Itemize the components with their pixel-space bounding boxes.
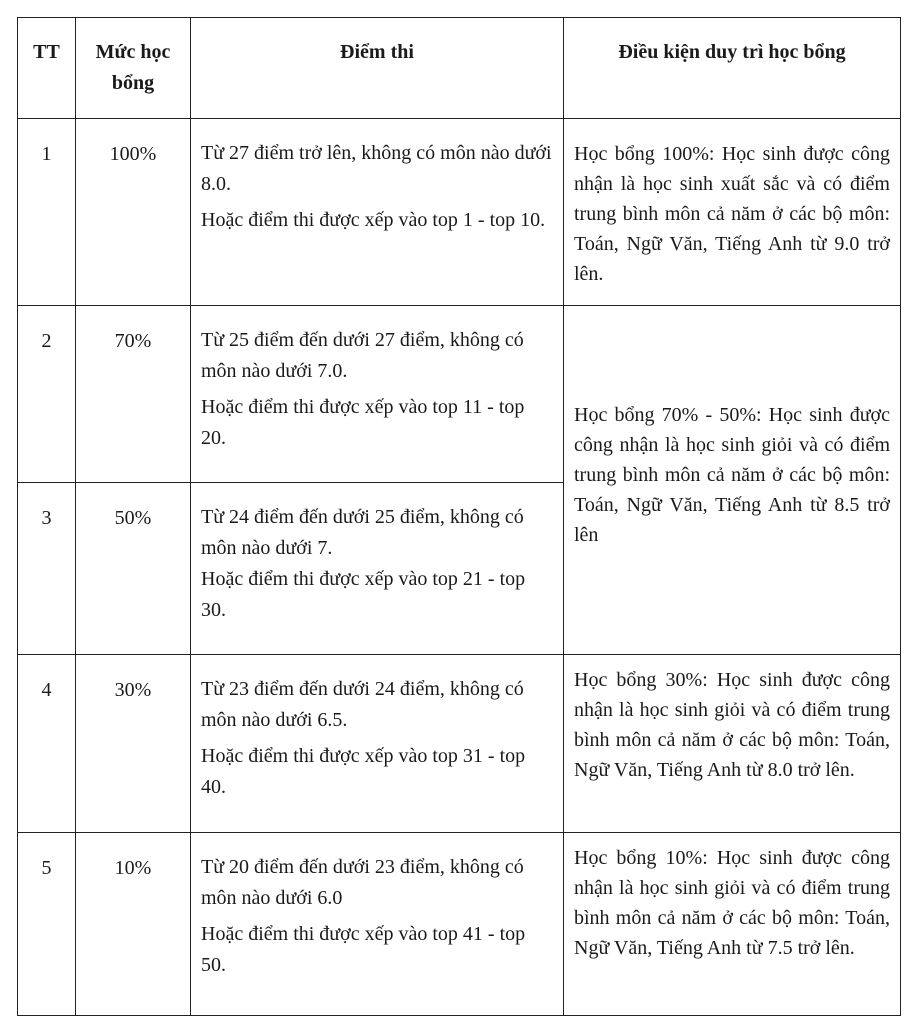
exam-score-cell: [191, 119, 564, 306]
maintenance-condition: Học bổng 30%: Học sinh được công nhận là học sinh giỏi và có điểm trung bình môn cả năm ở các bộ môn: Toán, Ngữ Văn, Tiếng Anh từ 8.0 trở lên.: [564, 655, 901, 833]
score-requirement: Từ 27 điểm trở lên, không có môn nào dưới 8.0.: [201, 142, 552, 195]
score-requirement: Từ 20 điểm đến dưới 23 điểm, không có môn nào dưới 6.0: [201, 856, 524, 909]
scholarship-document: [17, 17, 900, 1017]
scholarship-level: 30%: [76, 655, 191, 833]
scholarship-level: 100%: [76, 119, 191, 306]
exam-score-cell: [191, 833, 564, 1016]
header-exam-score: Điểm thi: [191, 18, 564, 119]
row-number: 2: [18, 306, 76, 483]
scholarship-level: 70%: [76, 306, 191, 483]
header-maintenance-condition: Điều kiện duy trì học bổng: [564, 18, 901, 119]
ranking-requirement: Hoặc điểm thi được xếp vào top 31 - top 40.: [201, 745, 526, 798]
table-header-row: [18, 18, 901, 119]
exam-score-cell: [191, 306, 564, 483]
ranking-requirement: Hoặc điểm thi được xếp vào top 1 - top 10.: [201, 209, 546, 231]
row-number: 3: [18, 483, 76, 655]
table-row: [18, 119, 901, 306]
table-row: [18, 306, 901, 483]
table-row: [18, 833, 901, 1016]
exam-score-cell: [191, 655, 564, 833]
scholarship-table: [17, 17, 901, 1016]
maintenance-condition: Học bổng 10%: Học sinh được công nhận là học sinh giỏi và có điểm trung bình môn cả năm ở các bộ môn: Toán, Ngữ Văn, Tiếng Anh từ 7.5 trở lên.: [564, 833, 901, 1016]
table-row: [18, 655, 901, 833]
exam-score-cell: [191, 483, 564, 655]
score-requirement: Từ 25 điểm đến dưới 27 điểm, không có môn nào dưới 7.0.: [201, 329, 524, 382]
ranking-requirement: Hoặc điểm thi được xếp vào top 11 - top 20.: [201, 396, 525, 449]
row-number: 4: [18, 655, 76, 833]
ranking-requirement: Hoặc điểm thi được xếp vào top 41 - top 50.: [201, 923, 526, 976]
score-requirement: Từ 24 điểm đến dưới 25 điểm, không có môn nào dưới 7.: [201, 506, 524, 559]
ranking-requirement: Hoặc điểm thi được xếp vào top 21 - top 30.: [201, 568, 526, 621]
maintenance-condition: Học bổng 70% - 50%: Học sinh được công nhận là học sinh giỏi và có điểm trung bình môn cả năm ở các bộ môn: Toán, Ngữ Văn, Tiếng Anh từ 8.5 trở lên: [564, 306, 901, 655]
header-tt: TT: [18, 18, 76, 119]
scholarship-level: 10%: [76, 833, 191, 1016]
row-number: 5: [18, 833, 76, 1016]
maintenance-condition: Học bổng 100%: Học sinh được công nhận là học sinh xuất sắc và có điểm trung bình môn cả năm ở các bộ môn: Toán, Ngữ Văn, Tiếng Anh từ 9.0 trở lên.: [564, 119, 901, 306]
header-scholarship-level: Mức học bổng: [76, 18, 191, 119]
scholarship-level: 50%: [76, 483, 191, 655]
row-number: 1: [18, 119, 76, 306]
score-requirement: Từ 23 điểm đến dưới 24 điểm, không có môn nào dưới 6.5.: [201, 678, 524, 731]
